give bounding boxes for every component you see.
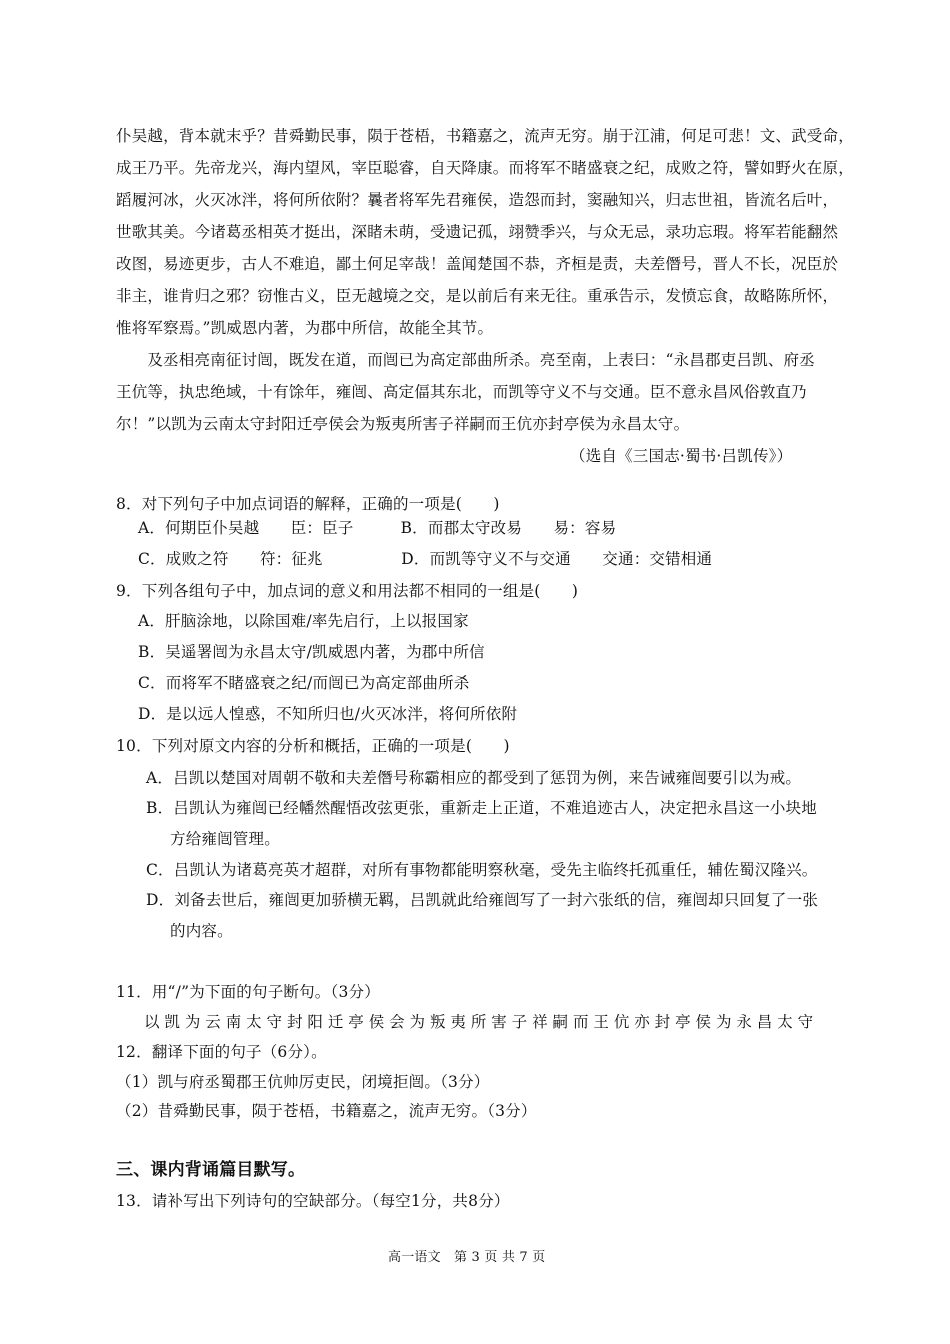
question-13: 13．请补写出下列诗句的空缺部分。（每空1分，共8分） [116, 1192, 510, 1210]
passage-line-6: 非主，谁肯归之邪？窃惟古义，臣无越境之交，是以前后有来无往。重承告示，发愤忘食，故略陈所怀， [116, 287, 839, 305]
passage-line-4: 世歌其美。今诸葛丞相英才挺出，深睹未萌，受遗记孤，翊赞季兴，与众无忌，录功忘瑕。将军若能翻然 [116, 223, 839, 241]
passage-line-1: 仆吴越，背本就末乎？昔舜勤民事，陨于苍梧，书籍嘉之，流声无穷。崩于江浦，何足可悲！文、武受命， [116, 127, 854, 145]
q10-option-d-cont: 的内容。 [170, 922, 233, 940]
q9-option-c: C．而将军不睹盛衰之纪/而闿已为高定部曲所杀 [138, 674, 470, 692]
question-11: 11．用“/”为下面的句子断句。（3分） [116, 983, 380, 1001]
q11-sentence: 以 凯 为 云 南 太 守 封 阳 迁 亭 侯 会 为 叛 夷 所 害 子 祥 嗣 而 王 伉 亦 封 亭 侯 为 永 昌 太 守 [144, 1013, 814, 1031]
q8-options-row-2: C．成败之符 符：征兆 D．而凯等守义不与交通 交通：交错相通 [138, 550, 713, 568]
passage-line-7: 惟将军察焉。”凯威恩内著，为郡中所信，故能全其节。 [116, 319, 494, 337]
q10-option-a: A．吕凯以楚国对周朝不敬和夫差僭号称霸相应的都受到了惩罚为例，来告诫雍闿要引以为戒。 [146, 769, 802, 787]
passage-line-3: 蹈履河冰，火灭冰泮，将何所依附？曩者将军先君雍侯，造怨而封，窦融知兴，归志世祖，皆流名后叶， [116, 191, 839, 209]
q9-option-d: D．是以远人惶惑，不知所归也/火灭冰泮，将何所依附 [138, 705, 518, 723]
q8-options-row-1: A．何期臣仆吴越 臣：臣子 B．而郡太守改易 易：容易 [138, 519, 617, 537]
q9-option-a: A．肝脑涂地，以除国难/率先启行，上以报国家 [138, 612, 469, 630]
q10-option-c: C．吕凯认为诸葛亮英才超群，对所有事物都能明察秋毫，受先主临终托孤重任，辅佐蜀汉隆兴。 [146, 861, 818, 879]
passage-line-5: 改图，易迹更步，古人不难追，鄙土何足宰哉！盖闻楚国不恭，齐桓是责，夫差僭号，晋人不长，况臣於 [116, 255, 839, 273]
passage-line-9: 王伉等，执忠绝域，十有馀年，雍闿、高定偪其东北，而凯等守义不与交通。臣不意永昌风俗敦直乃 [116, 383, 807, 401]
passage-line-10: 尔！”以凯为云南太守封阳迁亭侯会为叛夷所害子祥嗣而王伉亦封亭侯为永昌太守。 [116, 415, 690, 433]
q12-item-2: （2）昔舜勤民事，陨于苍梧，书籍嘉之，流声无穷。（3分） [116, 1102, 537, 1120]
q10-option-b-cont: 方给雍闿管理。 [170, 830, 280, 848]
question-12: 12．翻译下面的句子（6分）。 [116, 1043, 327, 1061]
q10-option-d: D．刘备去世后，雍闿更加骄横无羁，吕凯就此给雍闿写了一封六张纸的信，雍闿却只回复了一张 [146, 891, 819, 909]
q9-option-b: B．吴遥署闿为永昌太守/凯威恩内著，为郡中所信 [138, 643, 485, 661]
q10-option-b: B．吕凯认为雍闿已经幡然醒悟改弦更张，重新走上正道，不难追迹古人，决定把永昌这一小块地 [146, 799, 817, 817]
q12-item-1: （1）凯与府丞蜀郡王伉帅厉吏民，闭境拒闿。（3分） [116, 1073, 490, 1091]
passage-line-8: 及丞相亮南征讨闿，既发在道，而闿已为高定部曲所杀。亮至南，上表曰：“永昌郡吏吕凯、府丞 [116, 351, 815, 369]
question-10: 10．下列对原文内容的分析和概括，正确的一项是( ) [116, 737, 510, 755]
question-9: 9．下列各组句子中，加点词的意义和用法都不相同的一组是( ) [116, 582, 579, 600]
question-8: 8．对下列句子中加点词语的解释，正确的一项是( ) [116, 495, 500, 513]
section-3-heading: 三、课内背诵篇目默写。 [116, 1160, 306, 1180]
passage-source: （选自《三国志·蜀书·吕凯传》） [570, 447, 793, 465]
passage-line-2: 成王乃平。先帝龙兴，海内望风，宰臣聪睿，自天降康。而将军不睹盛衰之纪，成败之符，譬如野火在原， [116, 159, 854, 177]
page-footer: 高一语文 第 3 页 共 7 页 [388, 1250, 546, 1265]
